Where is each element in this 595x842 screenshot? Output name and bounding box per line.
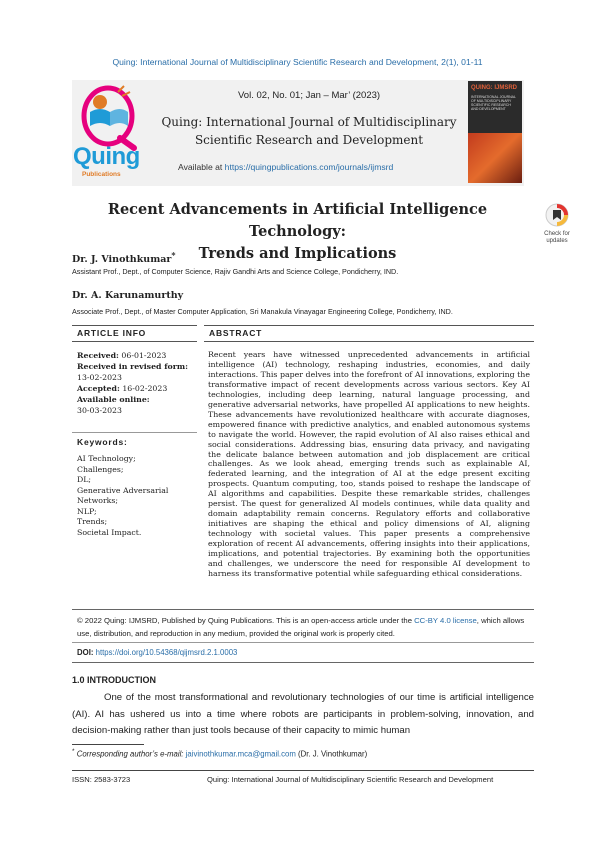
available-at: [178, 162, 393, 172]
journal-name-line2: Scientific Research and Development: [194, 133, 424, 147]
keyword: Societal Impact.: [77, 527, 142, 537]
footer-divider: [72, 770, 534, 771]
footnote-label: Corresponding author’s e-mail:: [76, 749, 184, 759]
article-dates: [77, 350, 197, 416]
accepted-label: Accepted:: [77, 384, 120, 393]
email-link[interactable]: jaivinothkumar.mca@gmail.com: [185, 749, 296, 759]
available-prefix: Available at: [178, 162, 223, 172]
divider: [204, 341, 534, 342]
logo-emblem-icon: [70, 82, 150, 152]
author-1-name: Dr. J. Vinothkumar*: [72, 251, 176, 266]
divider: [72, 432, 197, 433]
check-updates-line2: updates: [546, 238, 568, 244]
running-head: Quing: International Journal of Multidisciplinary Scientific Research and Development, 2(1), 01-11: [112, 57, 483, 67]
footer-journal-name: Quing: International Journal of Multidisciplinary Scientific Research and Development: [207, 775, 494, 784]
check-updates-icon: [545, 203, 569, 227]
abstract-body: Recent years have witnessed unprecedented advancements in artificial intelligence (AI) technology, reshaping industries, economies, and daily interactions. This paper delves into the forefront of AI innovations, exploring the transformative impact of recent developments across various sectors. Key AI technologies, including deep learning, natural language processing, and generative adversarial networks, have propelled AI applications to new heights. These advancements have revolutionized healthcare with accurate diagnoses, empowered finance with predictive analytics, and enabled autonomous systems to navigate the world. However, the rapid evolution of AI also raises ethical and social considerations. Addressing bias, ensuring data privacy, and navigating the delicate balance between automation and job displacement are critical challenges. As we look ahead, emerging trends such as explainable AI, federated learning, and the integration of AI at the edge present exciting prospects. Quantum computing, too, stands poised to reshape the landscape of AI algorithms and capabilities. Despite these remarkable strides, challenges persist. The quest for generalized AI models continues, while data quality and domain adaptability remain concerns. Regulatory efforts and collaborative initiatives are shaping the ethical and policy dimensions of AI, aligning technology with societal values. This paper presents a comprehensive exploration of recent AI advancements, offering insights into their applications, implications, and potential trajectories. By examining both the opportunities and challenges, we underscore the need for responsible AI development to harness its transformative potential while safeguarding ethical considerations.: [208, 350, 530, 578]
online-date: 30-03-2023: [77, 406, 122, 415]
footnote-mark: *: [72, 748, 75, 755]
journal-url-link[interactable]: https://quingpublications.com/journals/ijmsrd: [224, 162, 394, 172]
title-line1: Recent Advancements in Artificial Intelligence Technology:: [107, 201, 488, 240]
keyword: Generative Adversarial: [77, 485, 169, 495]
license-text-1: © 2022 Quing: IJMSRD, Published by Quing Publications. This is an open-access article under the: [77, 616, 412, 625]
doi-label: DOI:: [77, 648, 94, 657]
journal-name-line1: Quing: International Journal of Multidisciplinary: [161, 115, 457, 129]
received-label: Received:: [77, 351, 119, 360]
author-2-affiliation: Associate Prof., Dept., of Master Computer Application, Sri Manakula Vinayagar Engineering College, Pondicherry, IND.: [72, 307, 453, 316]
author-1-affiliation: Assistant Prof., Dept., of Computer Science, Rajiv Gandhi Arts and Science College, Pondicherry, IND.: [72, 267, 399, 276]
license-text-2: , which allows use, distribution, and reproduction in any medium, provided the original work is properly cited.: [77, 616, 525, 638]
divider: [72, 662, 534, 663]
doi-line: [77, 648, 237, 657]
doi-link[interactable]: https://doi.org/10.54368/qijmsrd.2.1.0003: [95, 648, 238, 657]
footnote-owner: (Dr. J. Vinothkumar): [298, 749, 368, 759]
footnote: [72, 748, 367, 759]
keyword: Challenges;: [77, 464, 124, 474]
check-updates-line1: Check for: [544, 231, 570, 237]
cover-subtitle: INTERNATIONAL JOURNAL OF MULTIDISCIPLINARY SCIENTIFIC RESEARCH AND DEVELOPMENT: [471, 95, 516, 111]
divider: [72, 642, 534, 643]
keywords-list: [77, 454, 197, 538]
abstract-heading: ABSTRACT: [209, 328, 263, 338]
license-statement: [77, 615, 532, 640]
footer-issn: ISSN: 2583-3723: [72, 775, 131, 784]
keyword: AI Technology;: [77, 454, 136, 463]
check-for-updates-badge[interactable]: [540, 203, 574, 245]
journal-cover-thumbnail: [468, 81, 522, 183]
introduction-heading: 1.0 INTRODUCTION: [72, 675, 157, 685]
keyword: DL;: [77, 475, 92, 484]
divider: [72, 325, 197, 326]
title-line2: Trends and Implications: [198, 245, 397, 262]
cover-title: QUING: IJMSRD: [471, 85, 518, 91]
journal-name: [150, 113, 468, 149]
accepted-date: 16-02-2023: [122, 384, 168, 393]
author-2-name: Dr. A. Karunamurthy: [72, 290, 184, 301]
volume-line: Vol. 02, No. 01; Jan – Mar’ (2023): [238, 90, 381, 101]
received-date: 06-01-2023: [121, 351, 167, 360]
footnote-divider: [72, 744, 144, 745]
online-label: Available online:: [77, 395, 150, 404]
divider: [204, 325, 534, 326]
keywords-heading: Keywords:: [77, 437, 128, 447]
divider: [72, 609, 534, 610]
cc-license-link[interactable]: CC-BY 4.0 license: [414, 616, 477, 625]
cover-artwork: [468, 133, 522, 183]
revised-date: 13-02-2023: [77, 373, 122, 382]
logo-subtext: Publications: [82, 171, 121, 178]
logo-wordmark: Quing: [73, 143, 140, 170]
divider: [72, 341, 197, 342]
revised-label: Received in revised form:: [77, 362, 188, 371]
introduction-body: One of the most transformational and revolutionary technologies of our time is artificial intelligence (AI). AI has ushered us into a time where robots are participants in problem-solving, innovation, and decision-making rather than just tools because of their capacity to mimic human: [72, 692, 534, 736]
keyword: Networks;: [77, 496, 119, 505]
keyword: NLP;: [77, 506, 97, 516]
corresponding-mark: *: [171, 251, 176, 260]
keyword: Trends;: [77, 517, 108, 526]
article-info-heading: ARTICLE INFO: [77, 328, 147, 338]
